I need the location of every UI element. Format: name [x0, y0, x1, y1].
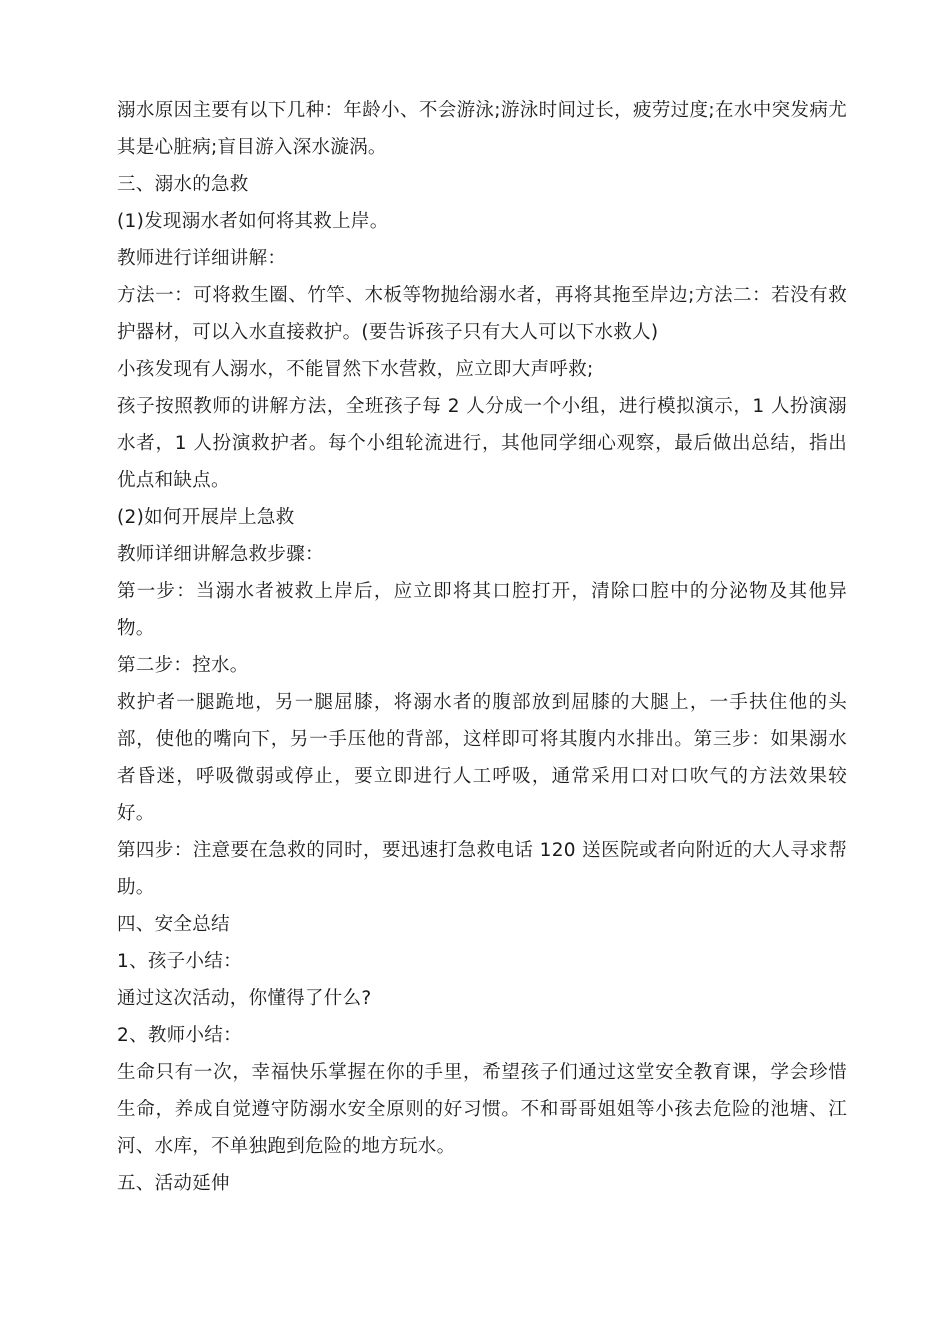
paragraph-step-one: 第一步：当溺水者被救上岸后，应立即将其口腔打开，清除口腔中的分泌物及其他异物。 — [117, 581, 847, 639]
paragraph-teacher-summary: 生命只有一次，幸福快乐掌握在你的手里，希望孩子们通过这堂安全教育课，学会珍惜生命，养成自觉遵守防溺水安全原则的好习惯。不和哥哥姐姐等小孩去危险的池塘、江河、水库，不单独跑到危险的地方玩水。 — [117, 1062, 847, 1157]
heading-section-three: 三、溺水的急救 — [117, 174, 249, 195]
paragraph-first-aid-steps-intro: 教师详细讲解急救步骤： — [117, 544, 324, 565]
heading-section-four: 四、安全总结 — [117, 914, 230, 935]
paragraph-children-question: 通过这次活动，你懂得了什么? — [117, 988, 372, 1009]
paragraph-step-two-detail: 救护者一腿跪地，另一腿屈膝，将溺水者的腹部放到屈膝的大腿上，一手扶住他的头部，使他的嘴向下，另一手压他的背部，这样即可将其腹内水排出。第三步：如果溺水者昏迷，呼吸微弱或停止，要立即进行人工呼吸，通常采用口对口吹气的方法效果较好。 — [117, 692, 847, 824]
paragraph-drowning-causes: 溺水原因主要有以下几种：年龄小、不会游泳;游泳时间过长，疲劳过度;在水中突发病尤其是心脏病;盲目游入深水漩涡。 — [117, 100, 847, 158]
paragraph-teacher-explains: 教师进行详细讲解： — [117, 248, 287, 269]
paragraph-step-four: 第四步：注意要在急救的同时，要迅速打急救电话 120 送医院或者向附近的大人寻求帮助。 — [117, 840, 847, 898]
subheading-children-summary: 1、孩子小结： — [117, 951, 242, 972]
subheading-shore-first-aid: (2)如何开展岸上急救 — [117, 507, 295, 528]
paragraph-step-two: 第二步：控水。 — [117, 655, 249, 676]
paragraph-call-for-help: 小孩发现有人溺水，不能冒然下水营救，应立即大声呼救; — [117, 359, 594, 380]
subheading-teacher-summary: 2、教师小结： — [117, 1025, 242, 1046]
paragraph-group-practice: 孩子按照教师的讲解方法，全班孩子每 2 人分成一个小组，进行模拟演示，1 人扮演溺水者，1 人扮演救护者。每个小组轮流进行，其他同学细心观察，最后做出总结，指出优点和缺点。 — [117, 396, 847, 491]
document-body — [117, 92, 847, 1202]
subheading-rescue-ashore: (1)发现溺水者如何将其救上岸。 — [117, 211, 389, 232]
paragraph-methods: 方法一：可将救生圈、竹竿、木板等物抛给溺水者，再将其拖至岸边;方法二：若没有救护器材，可以入水直接救护。(要告诉孩子只有大人可以下水救人) — [117, 285, 847, 343]
heading-section-five: 五、活动延伸 — [117, 1173, 230, 1194]
